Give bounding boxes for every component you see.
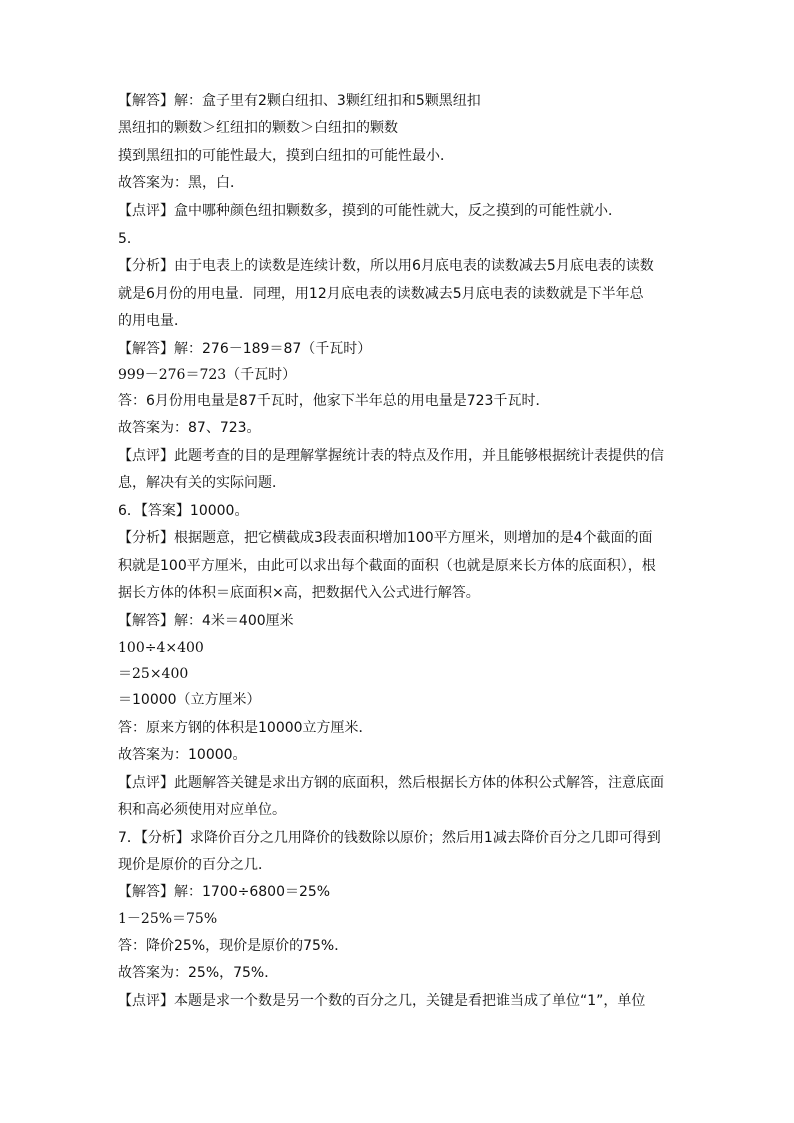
text-line: 故答案为：黑，白． [118,175,244,191]
text-line: 答：原来方钢的体积是10000立方厘米． [118,720,373,736]
text-line: 【点评】盒中哪种颜色纽扣颗数多，摸到的可能性就大，反之摸到的可能性就小． [118,203,622,219]
text-line: 【解答】解：276－189＝87（千瓦时） [118,341,372,357]
question-number: 7．【分析】求降价百分之几用降价的钱数除以原价；然后用1减去降价百分之几即可得到 [118,830,661,846]
text-line: 故答案为：25%，75%． [118,965,279,981]
equation-line: 100÷4×400 [118,640,204,656]
text-line: 【点评】本题是求一个数是另一个数的百分之几，关键是看把谁当成了单位“1”，单位 [118,993,646,1009]
text-line: 【分析】由于电表上的读数是连续计数，所以用6月底电表的读数减去5月底电表的读数 [118,258,654,274]
text-line: 据长方体的体积＝底面积×高，把数据代入公式进行解答。 [118,585,480,601]
text-line: 黑纽扣的颗数＞红纽扣的颗数＞白纽扣的颗数 [118,120,398,136]
text-line: 积就是100平方厘米，由此可以求出每个截面的面积（也就是原来长方体的底面积），根 [118,558,656,574]
text-line: 摸到黑纽扣的可能性最大，摸到白纽扣的可能性最小． [118,148,454,164]
text-line: 【解答】解：盒子里有2颗白纽扣、3颗红纽扣和5颗黑纽扣 [118,93,481,109]
text-line: 答：降价25%，现价是原价的75%． [118,938,349,954]
equation-line: 1－25%＝75% [118,911,218,927]
question-number: 6．【答案】10000。 [118,503,249,519]
text-line: 【分析】根据题意，把它横截成3段表面积增加100平方厘米，则增加的是4个截面的面 [118,530,653,546]
question-number: 5． [118,231,141,247]
text-line: 【点评】此题考查的目的是理解掌握统计表的特点及作用，并且能够根据统计表提供的信 [118,448,664,464]
text-line: 的用电量． [118,313,188,329]
text-line: 【点评】此题解答关键是求出方钢的底面积，然后根据长方体的体积公式解答，注意底面 [118,775,664,791]
equation-line: ＝25×400 [118,666,189,682]
equation-line: 999－276＝723（千瓦时） [118,367,297,383]
text-line: 答：6月份用电量是87千瓦时，他家下半年总的用电量是723千瓦时． [118,393,550,409]
text-line: 积和高必须使用对应单位。 [118,802,286,818]
text-line: 息，解决有关的实际问题． [118,475,286,491]
text-line: 【解答】解：1700÷6800＝25% [118,884,331,900]
text-line: 就是6月份的用电量．同理，用12月底电表的读数减去5月底电表的读数就是下半年总 [118,286,644,302]
text-line: 【解答】解：4米＝400厘米 [118,613,294,629]
text-line: 现价是原价的百分之几． [118,857,272,873]
text-line: 故答案为：87、723。 [118,420,261,436]
equation-line: ＝10000（立方厘米） [118,692,261,708]
text-line: 故答案为：10000。 [118,747,247,763]
